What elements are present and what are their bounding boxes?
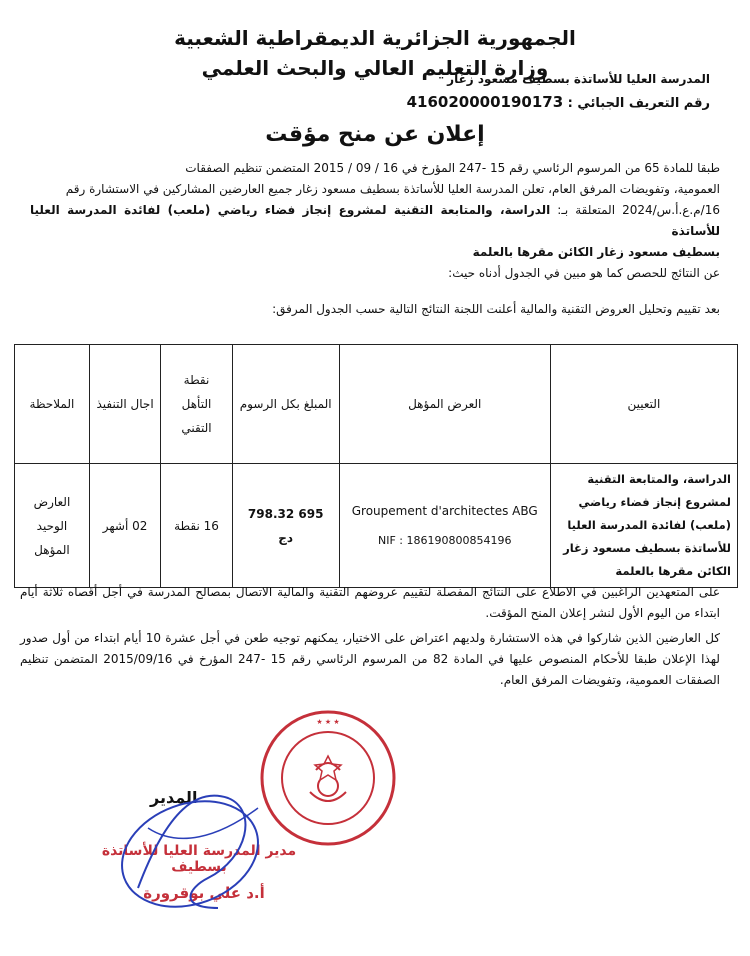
intro-line-2: العمومية، وتفويضات المرفق العام، تعلن المدرسة العليا للأساتذة بسطيف مسعود زغار جميع العارضين المشاركين في الاستشارة رقم [65,182,720,196]
header-score: نقطة التأهل التقني [161,345,232,464]
official-seal-icon [258,708,398,848]
header-amount: المبلغ بكل الرسوم [232,345,339,464]
school-name: المدرسة العليا للأساتذة بسطيف مسعود زغار [447,72,710,86]
cell-remark: العارض الوحيد المؤهل [15,464,90,588]
project-subject: الدراسة، والمتابعة التقنية لمشروع إنجاز فضاء رياضي (ملعب) لفائدة المدرسة العليا للأساتذة [30,203,720,238]
republic-heading: الجمهورية الجزائرية الديمقراطية الشعبية [174,26,576,50]
header-remark: الملاحظة [15,345,90,464]
director-label: المدير [150,788,198,807]
bidder-nif: NIF : 186190800854196 [377,533,512,547]
cell-designation: الدراسة، والمتابعة التقنية لمشروع إنجاز فضاء رياضي (ملعب) لفائدة المدرسة العليا للأساتذة بسطيف مسعود زغار الكائن مقرها بالعلمة [550,464,737,588]
header-bidder: العرض المؤهل [339,345,550,464]
tax-id-label: رقم التعريف الجبائي : [567,96,710,111]
intro-line-3-prefix: 16/م.ع.أ.س/2024 المتعلقة بـ: [550,203,720,217]
results-line-2: بعد تقييم وتحليل العروض التقنية والمالية أعلنت اللجنة النتائج التالية حسب الجدول المرفق: [272,302,720,316]
stamp-title: مدير المدرسة العليا للأساتذة بسطيف [101,843,297,875]
handwritten-signature-icon [108,768,278,918]
intro-paragraph [30,158,720,263]
note-appeal: كل العارضين الذين شاركوا في هذه الاستشارة ولديهم اعتراض على الاختيار، يمكنهم توجيه طعن في أجل عشرة 10 أيام ابتداء من أول صدور لهذا الإعلان طبقا للأحكام المنصوص عليها في المادة 82 من المرسوم الرئاسي رقم 15 -247 المؤرخ في 2015/09/16 المتضمن تنظيم الصفقات العمومية، وتفويضات المرفق العام. [20,631,720,687]
cell-bidder [339,464,550,588]
header-designation: التعيين [550,345,737,464]
intro-line-4 [30,242,720,263]
cell-duration: 02 أشهر [89,464,160,588]
tax-id-number: 416020000190173 [406,93,564,111]
table-row [15,464,738,588]
bidder-name: Groupement d'architectes ABG [351,503,538,518]
header-duration: اجال التنفيذ [89,345,160,464]
note-consultation: على المتعهدين الراغبين في الاطلاع على النتائج المفصلة لتقييم عروضهم التقنية والمالية الاتصال بمصالح المدرسة في أجل أقصاه ثلاثة أيام ابتداء من اليوم الأول لنشر إعلان المنح المؤقت. [20,585,720,620]
intro-line-3 [30,200,720,242]
intro-line-1: طبقا للمادة 65 من المرسوم الرئاسي رقم 15 -247 المؤرخ في 16 / 09 / 2015 المتضمن تنظيم الصفقات [185,161,720,175]
stamp-name: أ.د علي بوقرورة [143,884,265,902]
svg-text:★ ★ ★: ★ ★ ★ [316,718,340,726]
ministry-heading: وزارة التعليم العالي والبحث العلمي [201,56,549,80]
tax-id [407,93,710,111]
cell-amount: 695 798.32 دج [232,464,339,588]
results-table [14,344,738,588]
table-header-row [15,345,738,464]
document-title: إعلان عن منح مؤقت [265,122,485,147]
results-line-1: عن النتائج للحصص كما هو مبين في الجدول أدناه حيث: [448,266,720,280]
cell-score: 16 نقطة [161,464,232,588]
project-location: بسطيف مسعود زغار الكائن مقرها بالعلمة [472,245,720,259]
